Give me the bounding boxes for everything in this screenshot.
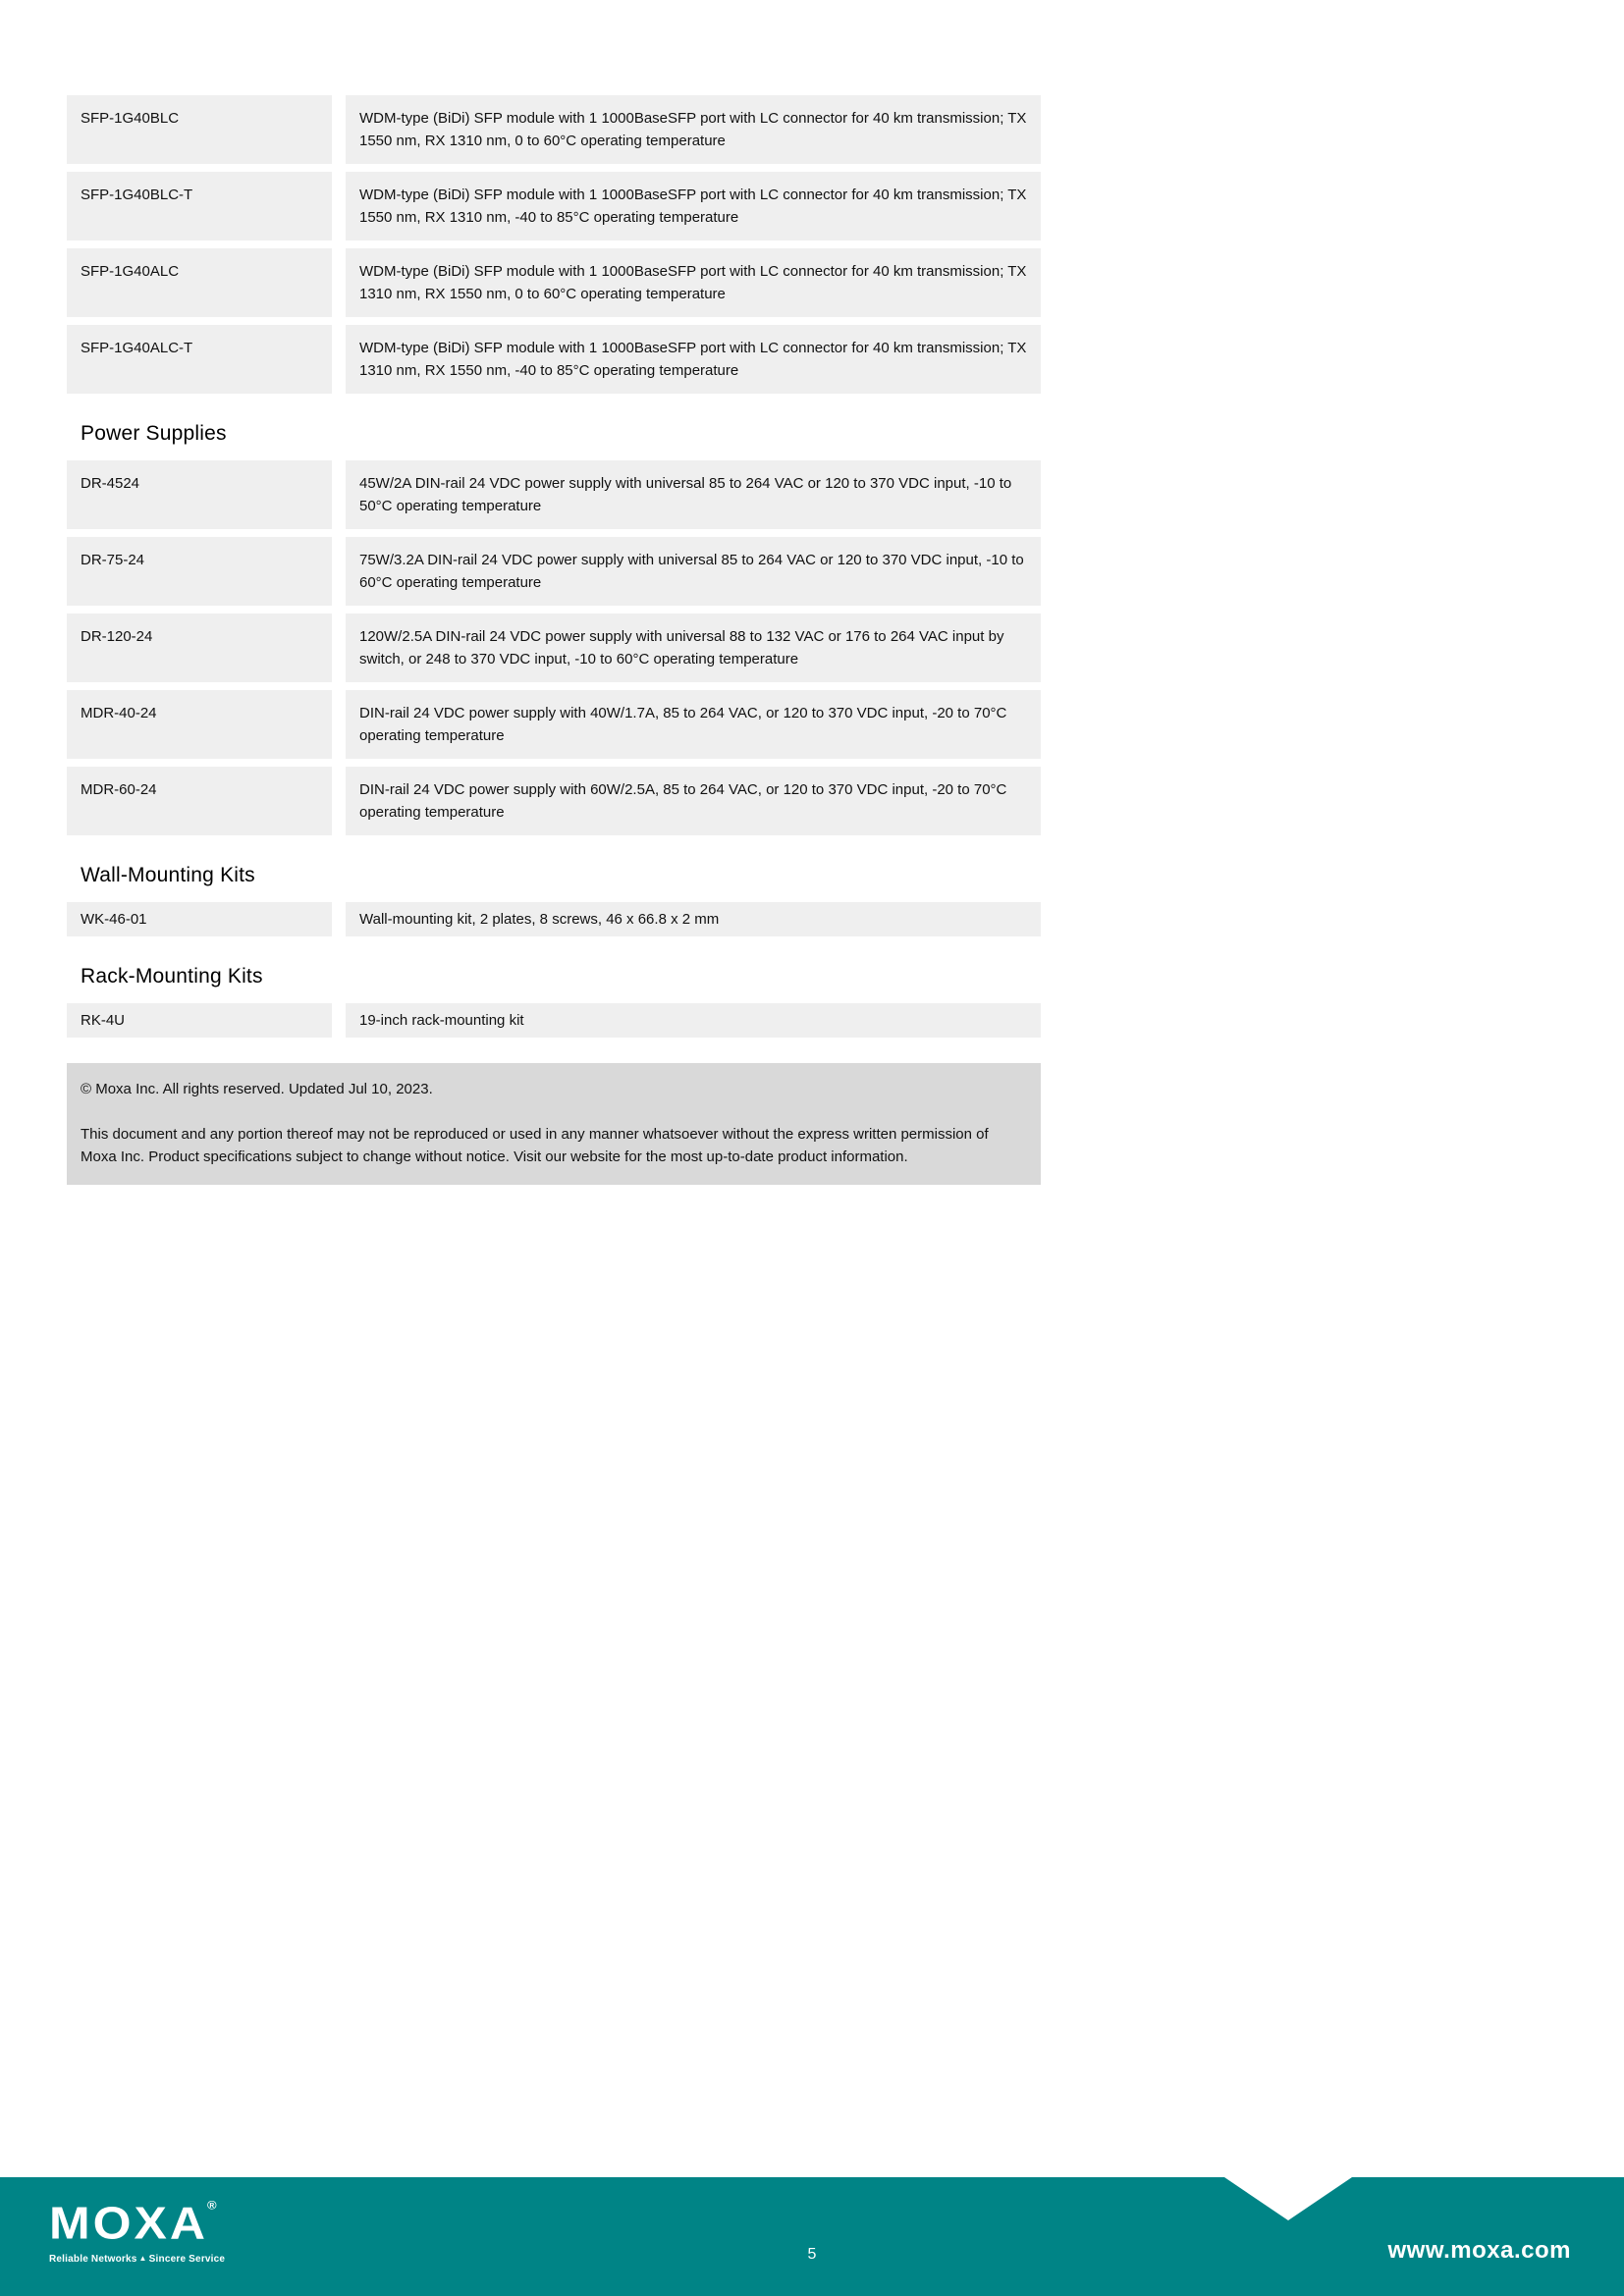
model-cell: MDR-60-24 bbox=[67, 767, 332, 835]
tagline-left: Reliable Networks bbox=[49, 2254, 137, 2265]
moxa-logo-wordmark: MOXA® bbox=[49, 2198, 220, 2249]
model-cell: SFP-1G40BLC-T bbox=[67, 172, 332, 240]
product-section bbox=[67, 864, 1041, 936]
description-cell: 19-inch rack-mounting kit bbox=[346, 1003, 1041, 1038]
legal-notice bbox=[67, 1063, 1041, 1185]
model-cell: DR-4524 bbox=[67, 460, 332, 529]
section-rows bbox=[67, 1003, 1041, 1038]
table-row bbox=[67, 767, 1041, 835]
product-section bbox=[67, 95, 1041, 394]
disclaimer-text: This document and any portion thereof may not be reproduced or used in any manner whatsoever without the express written permission of Moxa Inc. Product specifications subject to change without notice. Visit our website for the most up-to-date product information. bbox=[81, 1126, 989, 1165]
model-cell: DR-75-24 bbox=[67, 537, 332, 606]
product-sections bbox=[67, 95, 1041, 1038]
model-cell: SFP-1G40ALC-T bbox=[67, 325, 332, 394]
table-row bbox=[67, 690, 1041, 759]
section-rows bbox=[67, 460, 1041, 835]
table-row bbox=[67, 1003, 1041, 1038]
section-heading: Power Supplies bbox=[81, 422, 227, 445]
description-cell: WDM-type (BiDi) SFP module with 1 1000BaseSFP port with LC connector for 40 km transmission; TX 1550 nm, RX 1310 nm, -40 to 85°C operating temperature bbox=[346, 172, 1041, 240]
datasheet-content bbox=[67, 95, 1041, 1185]
model-cell: WK-46-01 bbox=[67, 902, 332, 936]
section-heading: Wall-Mounting Kits bbox=[81, 864, 255, 886]
description-cell: 120W/2.5A DIN-rail 24 VDC power supply with universal 88 to 132 VAC or 176 to 264 VAC input by switch, or 248 to 370 VDC input, -10 to 60°C operating temperature bbox=[346, 614, 1041, 682]
footer-chevron-notch bbox=[1224, 2177, 1352, 2220]
table-row bbox=[67, 95, 1041, 164]
table-row bbox=[67, 325, 1041, 394]
description-cell: WDM-type (BiDi) SFP module with 1 1000BaseSFP port with LC connector for 40 km transmission; TX 1310 nm, RX 1550 nm, 0 to 60°C operating temperature bbox=[346, 248, 1041, 317]
table-row bbox=[67, 172, 1041, 240]
table-row bbox=[67, 248, 1041, 317]
triangle-icon: ▲ bbox=[138, 2254, 147, 2263]
website-link[interactable]: www.moxa.com bbox=[1387, 2237, 1571, 2264]
description-cell: DIN-rail 24 VDC power supply with 60W/2.5A, 85 to 264 VAC, or 120 to 370 VDC input, -20 to 70°C operating temperature bbox=[346, 767, 1041, 835]
model-cell: DR-120-24 bbox=[67, 614, 332, 682]
table-row bbox=[67, 460, 1041, 529]
model-cell: MDR-40-24 bbox=[67, 690, 332, 759]
product-section bbox=[67, 422, 1041, 835]
copyright-text: © Moxa Inc. All rights reserved. Updated Jul 10, 2023. bbox=[81, 1081, 433, 1097]
moxa-logo bbox=[49, 2198, 226, 2265]
description-cell: WDM-type (BiDi) SFP module with 1 1000BaseSFP port with LC connector for 40 km transmission; TX 1310 nm, RX 1550 nm, -40 to 85°C operating temperature bbox=[346, 325, 1041, 394]
table-row bbox=[67, 537, 1041, 606]
page-number: 5 bbox=[807, 2246, 817, 2263]
footer-band bbox=[0, 2177, 1624, 2296]
model-cell: SFP-1G40ALC bbox=[67, 248, 332, 317]
table-row bbox=[67, 614, 1041, 682]
description-cell: 75W/3.2A DIN-rail 24 VDC power supply with universal 85 to 264 VAC or 120 to 370 VDC input, -10 to 60°C operating temperature bbox=[346, 537, 1041, 606]
description-cell: Wall-mounting kit, 2 plates, 8 screws, 46 x 66.8 x 2 mm bbox=[346, 902, 1041, 936]
product-section bbox=[67, 965, 1041, 1038]
table-row bbox=[67, 902, 1041, 936]
registered-trademark-icon: ® bbox=[207, 2198, 220, 2213]
description-cell: 45W/2A DIN-rail 24 VDC power supply with universal 85 to 264 VAC or 120 to 370 VDC input, -10 to 50°C operating temperature bbox=[346, 460, 1041, 529]
description-cell: DIN-rail 24 VDC power supply with 40W/1.7A, 85 to 264 VAC, or 120 to 370 VDC input, -20 to 70°C operating temperature bbox=[346, 690, 1041, 759]
description-cell: WDM-type (BiDi) SFP module with 1 1000BaseSFP port with LC connector for 40 km transmission; TX 1550 nm, RX 1310 nm, 0 to 60°C operating temperature bbox=[346, 95, 1041, 164]
model-cell: RK-4U bbox=[67, 1003, 332, 1038]
section-rows bbox=[67, 95, 1041, 394]
tagline-right: Sincere Service bbox=[148, 2254, 226, 2265]
section-heading: Rack-Mounting Kits bbox=[81, 965, 263, 988]
section-rows bbox=[67, 902, 1041, 936]
model-cell: SFP-1G40BLC bbox=[67, 95, 332, 164]
moxa-logo-tagline bbox=[49, 2255, 225, 2265]
